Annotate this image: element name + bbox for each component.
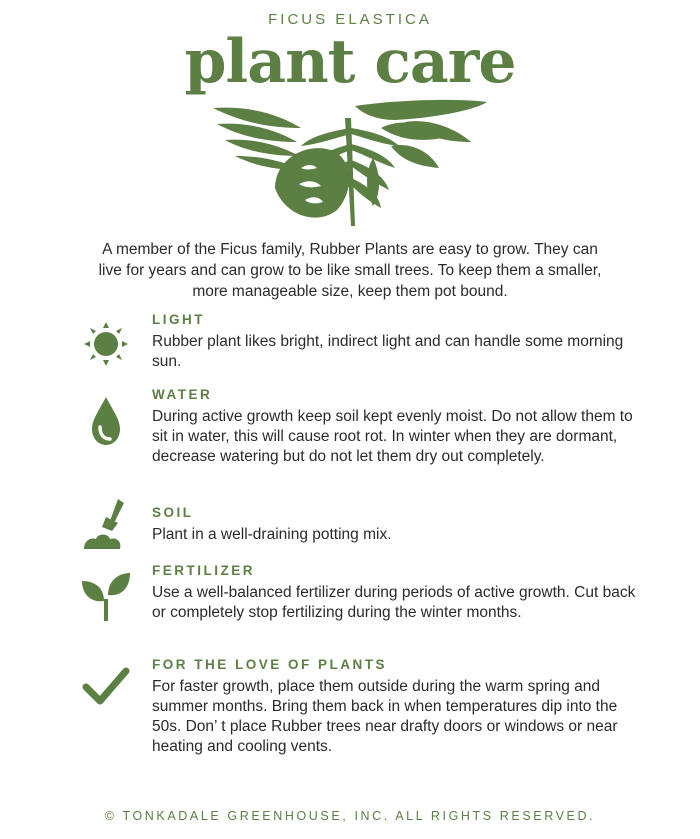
section-body: For faster growth, place them outside during the warm spring and summer months. Bring them back in when temperatures dip into the 50s. Don’ t place Rubber trees near drafty doors or windows or near heating and cooling vents.: [152, 678, 618, 755]
section-heading: FERTILIZER: [152, 563, 255, 578]
water-drop-icon: [78, 393, 134, 449]
page-title: plant care: [184, 27, 516, 97]
tropical-leaves-illustration: [205, 98, 495, 228]
section-heading: SOIL: [152, 505, 194, 520]
sun-icon: [78, 312, 134, 368]
seedling-icon: [78, 569, 134, 625]
checkmark-icon: [78, 659, 134, 715]
section-body: Plant in a well-draining potting mix.: [152, 526, 392, 543]
intro-paragraph: A member of the Ficus family, Rubber Plants are easy to grow. They can live for years and can grow to be like small trees. To keep them a smaller, more manageable size, keep them pot bound.: [98, 241, 602, 300]
section-body: During active growth keep soil kept evenly moist. Do not allow them to sit in water, this will cause root rot. In winter when they are dormant, decrease watering but do not let them dry out completely.: [152, 408, 633, 465]
eyebrow-label: FICUS ELASTICA: [268, 11, 432, 28]
section-heading: WATER: [152, 387, 213, 402]
soil-trowel-icon: [78, 497, 134, 553]
section-heading: LIGHT: [152, 312, 205, 327]
section-body: Rubber plant likes bright, indirect light and can handle some morning sun.: [152, 333, 624, 370]
section-body: Use a well-balanced fertilizer during periods of active growth. Cut back or completely stop fertilizing during the winter months.: [152, 584, 636, 621]
copyright-footer: © TONKADALE GREENHOUSE, INC. ALL RIGHTS RESERVED.: [104, 809, 596, 823]
section-heading: FOR THE LOVE OF PLANTS: [152, 657, 388, 672]
